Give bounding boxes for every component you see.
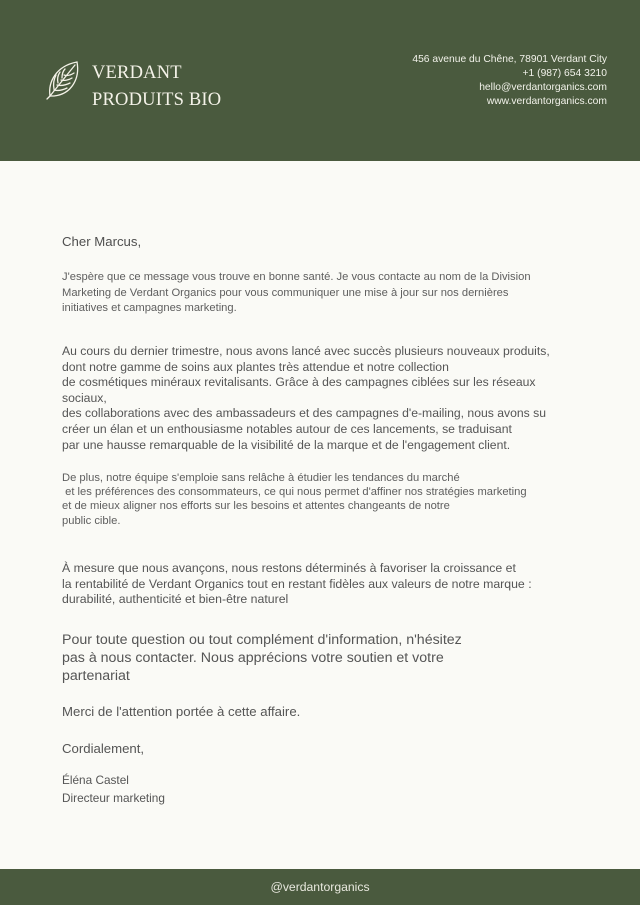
- contact-address: 456 avenue du Chêne, 78901 Verdant City: [412, 54, 607, 65]
- paragraph-line: initiatives et campagnes marketing.: [62, 302, 237, 314]
- paragraph-line: public cible.: [62, 514, 121, 527]
- contact-phone: +1 (987) 654 3210: [522, 68, 607, 79]
- letterhead-header: [0, 0, 640, 161]
- paragraph-line: et les préférences des consommateurs, ce qui nous permet d'affiner nos stratégies marketing: [62, 486, 527, 499]
- thanks-line: Merci de l'attention portée à cette affaire.: [62, 704, 301, 719]
- paragraph-line: Marketing de Verdant Organics pour vous communiquer une mise à jour sur nos dernières: [62, 286, 509, 299]
- paragraph-line: Pour toute question ou tout complément d'information, n'hésitez: [62, 632, 462, 648]
- paragraph-line: par une hausse remarquable de la visibilité de la marque et de l'engagement client.: [62, 437, 511, 452]
- paragraph-line: pas à nous contacter. Nous apprécions votre soutien et votre: [62, 650, 444, 666]
- contact-email[interactable]: hello@verdantorganics.com: [479, 82, 607, 93]
- closing: Cordialement,: [62, 741, 145, 756]
- social-handle[interactable]: @verdantorganics: [270, 880, 370, 894]
- paragraph-quarter-results: [62, 344, 602, 453]
- leaf-icon: [44, 58, 82, 100]
- paragraph-line: De plus, notre équipe s'emploie sans relâche à étudier les tendances du marché: [62, 472, 460, 484]
- paragraph-line: et de mieux aligner nos efforts sur les besoins et attentes changeants de notre: [62, 500, 450, 513]
- contact-website[interactable]: www.verdantorganics.com: [486, 96, 607, 107]
- signature-name: Éléna Castel: [62, 773, 129, 787]
- paragraph-line: la rentabilité de Verdant Organics tout en restant fidèles aux valeurs de notre marque :: [62, 576, 532, 591]
- paragraph-commitment: [62, 561, 602, 608]
- paragraph-line: partenariat: [62, 668, 130, 684]
- contact-block: [412, 53, 607, 109]
- paragraph-line: durabilité, authenticité et bien-être naturel: [62, 592, 289, 607]
- paragraph-line: créer un élan et un enthousiasme notables autour de ces lancements, se traduisant: [62, 421, 512, 436]
- signature-title: Directeur marketing: [62, 791, 165, 805]
- paragraph-line: des collaborations avec des ambassadeurs et des campagnes d'e-mailing, nous avons su: [62, 406, 547, 421]
- salutation: Cher Marcus,: [62, 234, 142, 249]
- paragraph-contact-invite: [62, 631, 502, 685]
- paragraph-line: À mesure que nous avançons, nous restons déterminés à favoriser la croissance et: [62, 561, 516, 575]
- paragraph-line: J'espère que ce message vous trouve en bonne santé. Je vous contacte au nom de la Division: [62, 271, 531, 283]
- brand-name-line2: PRODUITS BIO: [92, 90, 222, 110]
- paragraph-line: de cosmétiques minéraux revitalisants. Grâce à des campagnes ciblées sur les réseaux: [62, 375, 536, 390]
- letterhead-footer: [0, 869, 640, 905]
- paragraph-intro: [62, 270, 592, 317]
- paragraph-line: Au cours du dernier trimestre, nous avons lancé avec succès plusieurs nouveaux produits,: [62, 344, 550, 358]
- paragraph-line: sociaux,: [62, 390, 107, 405]
- brand-name-line1: VERDANT: [92, 63, 182, 83]
- brand-name: [92, 60, 221, 114]
- paragraph-market-research: [62, 471, 602, 528]
- paragraph-line: dont notre gamme de soins aux plantes très attendue et notre collection: [62, 359, 449, 374]
